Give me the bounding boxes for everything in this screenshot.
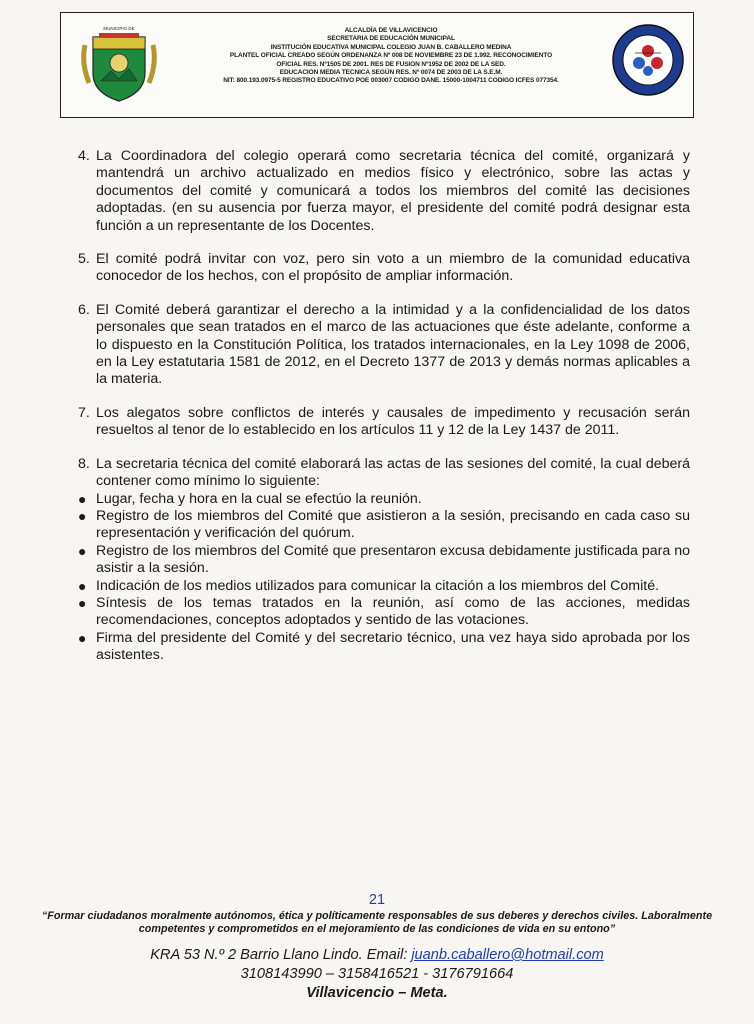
letterhead [60, 12, 694, 118]
header-line: OFICIAL RES. Nº1505 DE 2001. RES DE FUSION Nº1952 DE 2002 DE LA SED. [276, 60, 506, 68]
header-line: ALCALDÍA DE VILLAVICENCIO [344, 27, 438, 34]
list-item-text: Firma del presidente del Comité y del secretario técnico, una vez haya sido aprobada por los asistentes. [96, 629, 690, 664]
bullet-icon: ● [78, 629, 87, 646]
item-text: Los alegatos sobre conflictos de interés y causales de impedimento y recusación serán resueltos al tenor de lo establecido en los artículos 11 y 12 de la Ley 1437 de 2011. [96, 404, 690, 439]
bullet-icon: ● [78, 507, 87, 524]
page-number: 21 [368, 892, 386, 908]
contact-info [20, 946, 734, 1003]
address-text: KRA 53 N.º 2 Barrio Llano Lindo. Email: [150, 947, 412, 963]
list-item-text: Síntesis de los temas tratados en la reunión, así como de las acciones, medidas recomendaciones, conceptos adoptados y sentido de las votaciones. [96, 594, 690, 629]
school-seal-logo [611, 23, 685, 97]
numbered-item [78, 148, 690, 235]
list-item [78, 578, 690, 595]
bullet-icon: ● [78, 490, 87, 507]
list-item [78, 543, 690, 578]
municipal-crest-logo [79, 23, 159, 105]
header-line: SECRETARIA DE EDUCACIÓN MUNICIPAL [327, 35, 455, 43]
item-number: 6. [78, 301, 90, 318]
institution-header-text [181, 27, 601, 86]
item-number: 7. [78, 404, 90, 421]
bullet-icon: ● [78, 594, 87, 611]
minutes-requirements-list [78, 491, 690, 665]
bullet-icon: ● [78, 577, 87, 594]
address-line [20, 946, 734, 965]
item-text: El comité podrá invitar con voz, pero sin voto a un miembro de la comunidad educativa conocedor de los hechos, con el propósito de ampliar información. [96, 251, 690, 285]
numbered-item [78, 302, 690, 389]
school-motto [20, 910, 734, 936]
item-text: El Comité deberá garantizar el derecho a la intimidad y a la confidencialidad de los datos personales que sean tratados en el marco de las actuaciones que éste adelante, conforme a lo dispuesto en la Constitución Política, los tratados internacionales, en la Ley 1098 de 2006, en la Ley estatutaria 1581 de 2012, en el Decreto 1377 de 2013 y demás normas aplicables a la materia. [96, 301, 690, 388]
city-text: Villavicencio – Meta. [306, 985, 448, 1001]
email-link[interactable]: juanb.caballero@hotmail.com [411, 947, 604, 963]
list-item [78, 630, 690, 665]
numbered-item [78, 251, 690, 286]
item-number: 5. [78, 251, 90, 268]
item-number: 8. [78, 455, 90, 472]
item-number: 4. [78, 148, 90, 164]
list-item-text: Lugar, fecha y hora en la cual se efectúo la reunión. [96, 490, 422, 507]
item-text: La Coordinadora del colegio operará como secretaria técnica del comité, organizará y mantendrá un archivo actualizado en medios físico y electrónico, sobre las actas y documentos del comité y comunicará a todos los miembros del comité las decisiones adoptadas. (en su ausencia por fuerza mayor, el presidente del comité podrá designar esta función a un representante de los Docentes. [96, 148, 690, 234]
motto-line: “Formar ciudadanos moralmente autónomos, ética y políticamente responsables de sus deberes y derechos civiles. Laboralmente [41, 910, 713, 922]
bullet-icon: ● [78, 542, 87, 559]
numbered-item [78, 456, 690, 491]
list-item [78, 508, 690, 543]
list-item [78, 595, 690, 630]
numbered-item [78, 405, 690, 440]
document-body [78, 148, 690, 665]
list-item [78, 491, 690, 508]
list-item-text: Registro de los miembros del Comité que asistieron a la sesión, precisando en cada caso su representación y verificación del quórum. [96, 507, 690, 542]
list-item-text: Registro de los miembros del Comité que presentaron excusa debidamente justificada para no asistir a la sesión. [96, 542, 690, 577]
header-line: PLANTEL OFICIAL CREADO SEGÚN ORDENANZA Nº 008 DE NOVIEMBRE 23 DE 1.992. RECONOCIMIENTO [229, 52, 553, 60]
header-line: EDUCACION MEDIA TECNICA SEGÚN RES. Nº 0074 DE 2003 DE LA S.E.M. [279, 69, 503, 77]
phone-numbers: 3108143990 – 3158416521 - 3176791664 [240, 966, 514, 982]
item-text: La secretaria técnica del comité elaborará las actas de las sesiones del comité, la cual deberá contener como mínimo lo siguiente: [96, 455, 690, 490]
header-line: INSTITUCIÓN EDUCATIVA MUNICIPAL COLEGIO JUAN B. CABALLERO MEDINA [270, 43, 512, 51]
motto-line: competentes y comprometidos en el mejoramiento de las condiciones de vida en su entono” [138, 923, 616, 935]
header-line: NIT: 800.193.0975-5 REGISTRO EDUCATIVO POE 003007 CODIGO DANE. 15000-1004711 CODIGO ICFES 077354. [223, 77, 559, 85]
svg-text:MUNICIPIO DE: MUNICIPIO DE [103, 26, 135, 31]
list-item-text: Indicación de los medios utilizados para comunicar la citación a los miembros del Comité. [96, 577, 660, 594]
